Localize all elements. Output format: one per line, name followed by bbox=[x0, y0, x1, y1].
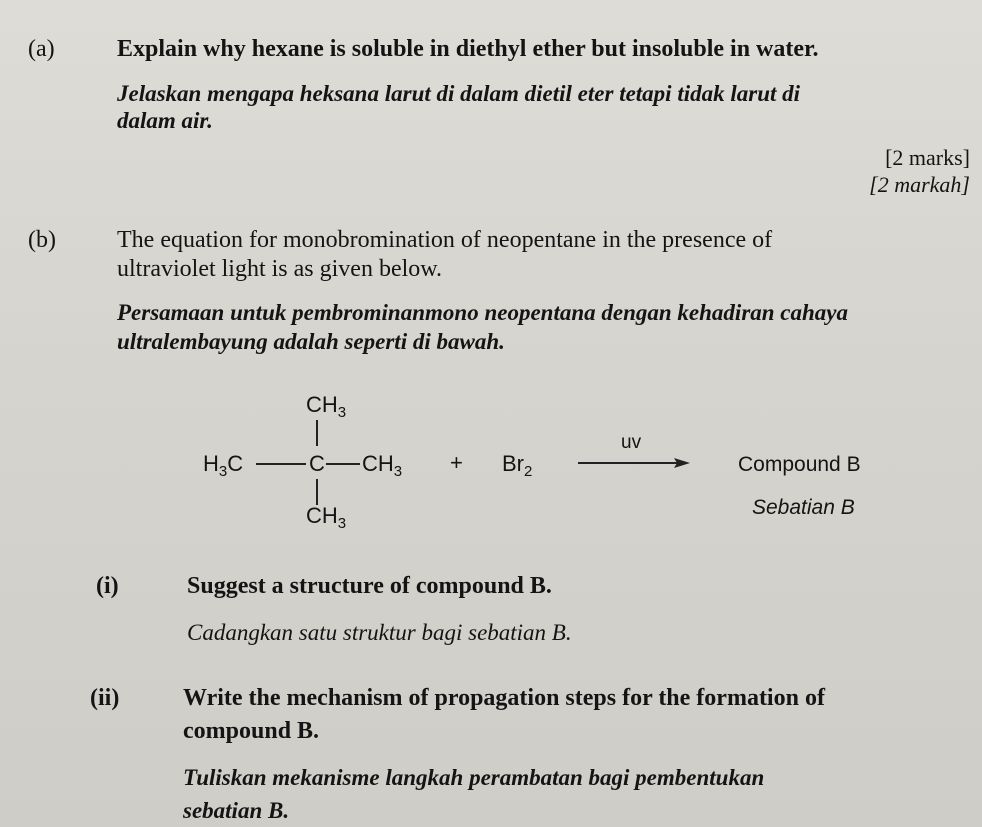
sub-ii-question-ms-line2: sebatian B. bbox=[183, 798, 290, 823]
part-b-intro-en-line2: ultraviolet light is as given below. bbox=[117, 256, 443, 282]
part-b-intro-ms-line1: Persamaan untuk pembrominanmono neopentana dengan kehadiran cahaya bbox=[117, 300, 849, 325]
neopentane-left-h3c: $H_3C$ bbox=[203, 451, 244, 480]
sub-ii-question-en-line2: compound B. bbox=[183, 718, 320, 744]
bond-top bbox=[316, 420, 318, 446]
product-en: Compound B bbox=[738, 453, 861, 476]
part-a-label: (a) bbox=[28, 36, 55, 62]
sub-i-label: (i) bbox=[96, 573, 119, 599]
neopentane-central-c: C bbox=[309, 451, 325, 476]
uv-condition: uv bbox=[621, 432, 642, 453]
bond-left bbox=[256, 463, 306, 465]
part-a-question-ms-line2: dalam air. bbox=[117, 108, 213, 133]
reaction-arrow-icon bbox=[578, 456, 690, 470]
part-a-question-ms-line1: Jelaskan mengapa heksana larut di dalam dietil eter tetapi tidak larut di bbox=[117, 81, 801, 106]
plus-sign: + bbox=[450, 450, 463, 475]
bond-bottom bbox=[316, 479, 318, 505]
part-a-marks-ms: [2 markah] bbox=[869, 172, 970, 197]
sub-ii-label: (ii) bbox=[90, 685, 120, 711]
part-a-question-en: Explain why hexane is soluble in diethyl ether but insoluble in water. bbox=[117, 36, 819, 62]
sub-i-question-en: Suggest a structure of compound B. bbox=[187, 573, 552, 599]
part-a-marks-en: [2 marks] bbox=[885, 145, 970, 170]
part-b-intro-en-line1: The equation for monobromination of neopentane in the presence of bbox=[117, 227, 773, 253]
bond-right bbox=[326, 463, 360, 465]
sub-ii-question-en-line1: Write the mechanism of propagation steps for the formation of bbox=[183, 685, 825, 711]
neopentane-bottom-ch3: $CH_3$ bbox=[306, 503, 347, 532]
part-b-intro-ms-line2: ultralembayung adalah seperti di bawah. bbox=[117, 329, 505, 354]
neopentane-top-ch3: $CH_3$ bbox=[306, 392, 347, 421]
bromine-reagent: $Br_2$ bbox=[502, 451, 533, 480]
neopentane-right-ch3: $CH_3$ bbox=[362, 451, 403, 480]
sub-ii-question-ms-line1: Tuliskan mekanisme langkah perambatan bagi pembentukan bbox=[183, 765, 765, 790]
part-b-label: (b) bbox=[28, 227, 56, 253]
sub-i-question-ms: Cadangkan satu struktur bagi sebatian B. bbox=[187, 620, 572, 645]
product-ms: Sebatian B bbox=[752, 496, 855, 519]
